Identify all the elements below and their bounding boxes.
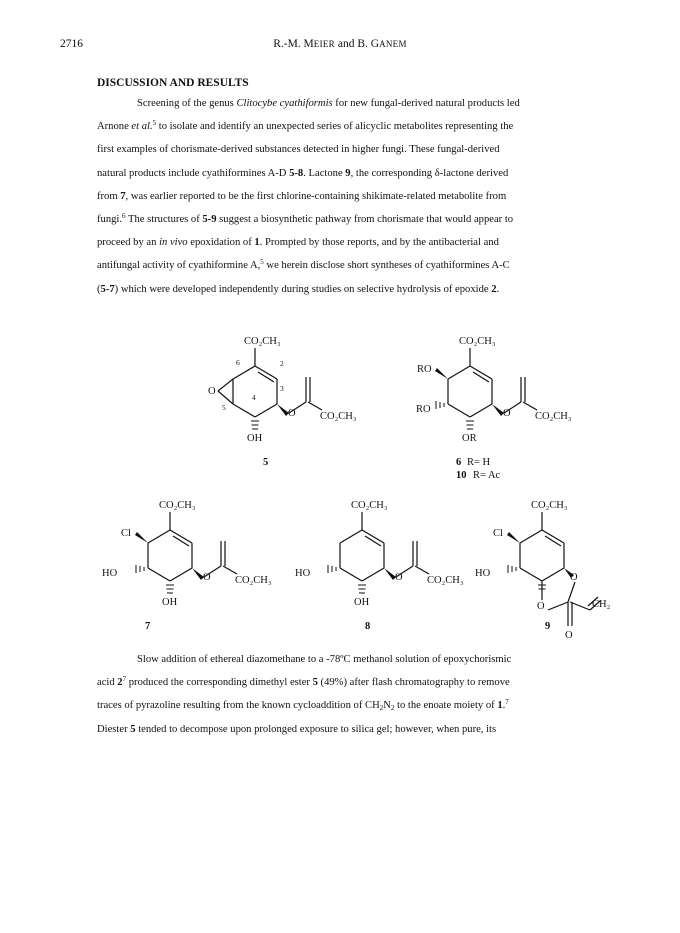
ester-group: CO₂CH₃	[531, 500, 568, 511]
hydroxyl-group: HO	[475, 568, 491, 579]
text-line: fungi.$^6$ The structures of 5-9 suggest a biosynthetic pathway from chorismate that would appear to	[97, 212, 514, 226]
chlorine-atom: Cl	[493, 528, 503, 539]
ether-oxygen: O	[203, 572, 211, 583]
citation: 6	[122, 212, 126, 221]
text-line: (5-7) which were developed independently during studies on selective hydrolysis of epoxide 2.	[97, 283, 500, 295]
ether-oxygen: O	[288, 408, 296, 419]
lactone-oxygen: O	[570, 572, 578, 583]
paragraph-intro	[97, 92, 592, 301]
hydroxyl-group: OH	[247, 433, 263, 444]
or-group: OR	[462, 433, 477, 444]
atom-number: 5	[222, 403, 226, 412]
text-line: acid $2^7$ produced the corresponding dimethyl ester 5 (49%) after flash chromatography to remove	[97, 675, 510, 689]
text-line: from 7, was earlier reported to be the first chlorine-containing shikimate-related metabolite from	[97, 190, 507, 202]
running-head-smallcaps: ANEM	[379, 39, 407, 49]
atom-number: 4	[252, 393, 256, 402]
ether-oxygen: O	[395, 572, 403, 583]
running-head	[0, 38, 680, 50]
ester-group: CO₂CH₃	[235, 575, 272, 586]
ester-group: CO₂CH₃	[159, 500, 196, 511]
ester-group: CO₂CH₃	[244, 336, 281, 347]
compound-7-structure	[102, 500, 272, 632]
hydroxyl-group: HO	[102, 568, 118, 579]
substituent-note: R= H	[467, 457, 491, 468]
compound-label: 7	[145, 621, 151, 632]
structures-figure	[90, 320, 610, 650]
epoxide-oxygen: O	[208, 386, 216, 397]
ro-group: RO	[416, 404, 431, 415]
running-head-part: and B. G	[334, 38, 380, 50]
compound-label: 9	[545, 621, 551, 632]
compound-label: 8	[365, 621, 371, 632]
text-line: first examples of chorismate-derived substances detected in higher fungi. These fungal-derived	[97, 144, 500, 156]
structures-svg	[90, 320, 610, 650]
paragraph-synthesis	[97, 648, 592, 741]
text-line: traces of pyrazoline resulting from the known cycloaddition of $CH_2N_2$ to the enoate moiety of 1.$^7$	[97, 698, 509, 713]
ester-group: CO₂CH₃	[459, 336, 496, 347]
hydroxyl-group: OH	[162, 597, 178, 608]
atom-number: 6	[236, 358, 240, 367]
compound-label: 10	[456, 470, 467, 481]
ester-group: CO₂CH₃	[427, 575, 464, 586]
text-line: Arnone et al.$^5$ to isolate and identify an unexpected series of alicyclic metabolites representing the	[97, 119, 514, 133]
carbonyl-oxygen: O	[565, 630, 573, 641]
text-line: Diester 5 tended to decompose upon prolonged exposure to silica gel; however, when pure, its	[97, 723, 497, 735]
atom-number: 3	[280, 384, 284, 393]
lactone-oxygen: O	[537, 601, 545, 612]
running-head-part: R.-M. M	[273, 38, 314, 50]
ester-group: CO₂CH₃	[535, 411, 572, 422]
hydroxyl-group: HO	[295, 568, 311, 579]
chlorine-atom: Cl	[121, 528, 131, 539]
citation: 5	[260, 258, 264, 267]
ester-group: CO₂CH₃	[320, 411, 357, 422]
ester-group: CO₂CH₃	[351, 500, 388, 511]
compound-label: 6	[456, 457, 462, 468]
ether-oxygen: O	[503, 408, 511, 419]
compound-5-structure	[208, 336, 357, 468]
text-line: Slow addition of ethereal diazomethane to a -78ºC methanol solution of epoxychorismic	[137, 654, 512, 665]
compound-9-structure	[475, 500, 610, 641]
section-heading: DISCUSSION AND RESULTS	[97, 77, 249, 89]
citation: 7	[122, 675, 127, 684]
compound-label: 5	[263, 457, 269, 468]
page-number: 2716	[60, 38, 83, 50]
hydroxyl-group: OH	[354, 597, 370, 608]
ro-group: RO	[417, 364, 432, 375]
compound-8-structure	[295, 500, 464, 632]
methylene-group: CH₂	[592, 599, 610, 610]
text-line: proceed by an in vivo epoxidation of 1. Prompted by those reports, and by the antibacterial and	[97, 237, 499, 249]
text-line: Screening of the genus Clitocybe cyathiformis for new fungal-derived natural products led	[137, 98, 520, 109]
atom-number: 2	[280, 359, 284, 368]
text-line: antifungal activity of cyathiformine A,$^5$ we herein disclose short syntheses of cyathiformines A-C	[97, 258, 510, 272]
substituent-note: R= Ac	[473, 470, 501, 481]
compound-6-structure	[416, 336, 572, 481]
running-head-smallcaps: EIER	[313, 39, 335, 49]
citation: 5	[152, 119, 157, 128]
text-line: natural products include cyathiformines A-D 5-8. Lactone 9, the corresponding δ-lactone derived	[97, 167, 509, 179]
citation: 7	[505, 698, 509, 707]
